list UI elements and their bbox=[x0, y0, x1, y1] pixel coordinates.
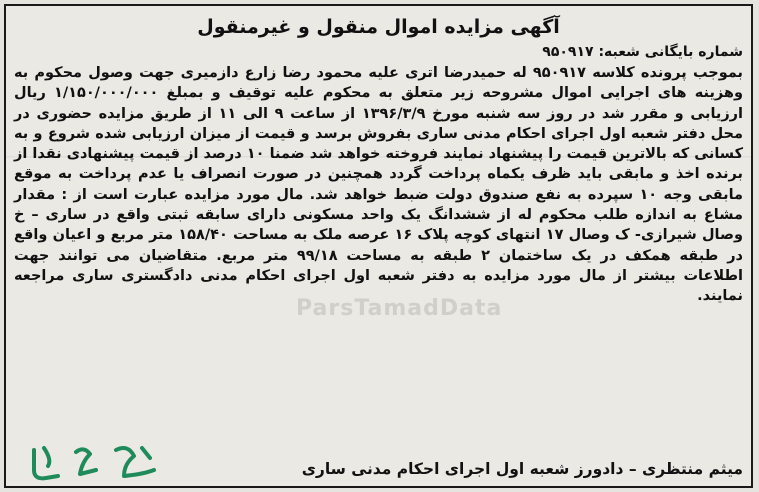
newspaper-clipping bbox=[4, 4, 753, 488]
watermark-text: ParsTamadData bbox=[296, 296, 503, 321]
signature-block bbox=[302, 458, 743, 480]
handwritten-number-242 bbox=[24, 440, 174, 486]
auction-notice bbox=[12, 10, 745, 482]
signature-text: میثم منتظری – دادورز شعبه اول اجرای احکام مدنی ساری bbox=[301, 460, 743, 478]
notice-title: آگهی مزایده اموال منقول و غیرمنقول bbox=[197, 16, 560, 38]
archive-number: شماره بایگانی شعبه: ۹۵۰۹۱۷ bbox=[542, 44, 743, 60]
notice-body: بموجب پرونده کلاسه ۹۵۰۹۱۷ له حمیدرضا اتری علیه محمود رضا زارع دازمیری جهت وصول محکوم به وهزینه های اجرایی اموال مشروحه زیر متعلق به محکوم علیه توقیف و بمبلغ ۱/۱۵۰/۰۰۰/۰۰۰ ریال ارزیابی و مقرر شد در روز سه شنبه مورخ ۱۳۹۶/۳/۹ از ساعت ۹ الی ۱۱ از طریق مزایده حضوری در محل دفتر شعبه اول اجرای احکام مدنی ساری بفروش برسد و قیمت از میزان ارزیابی شده شروع و به کسانی که بالاترین قیمت را پیشنهاد نمایند فروخته خواهد شد ضمنا ۱۰ درصد از قیمت پیشنهادی نقدا از برنده اخذ و مابقی باید ظرف یکماه پرداخت گردد همچنین در صورت انصراف یا عدم پرداخت به موقع مابقی وجه ۱۰ سپرده به نفع صندوق دولت ضبط خواهد شد. مال مورد مزایده عبارت است از : مقدار مشاع به اندازه طلب محکوم له از ششدانگ یک واحد مسکونی دارای سابقه ثبتی واقع در ساری – خ وصال شیرازی- ک وصال ۱۷ انتهای کوچه پلاک ۱۶ عرصه ملک به مساحت ۱۵۸/۴۰ متر مربع و اعیان واقع در طبقه همکف در یک ساختمان ۲ طبقه به مساحت ۹۹/۱۸ متر مربع. متقاضیان می توانند جهت اطلاعات بیشتر از مال مورد مزایده به دفتر شعبه اول اجرای احکام مدنی دادگستری ساری مراجعه نمایند. bbox=[14, 65, 744, 305]
